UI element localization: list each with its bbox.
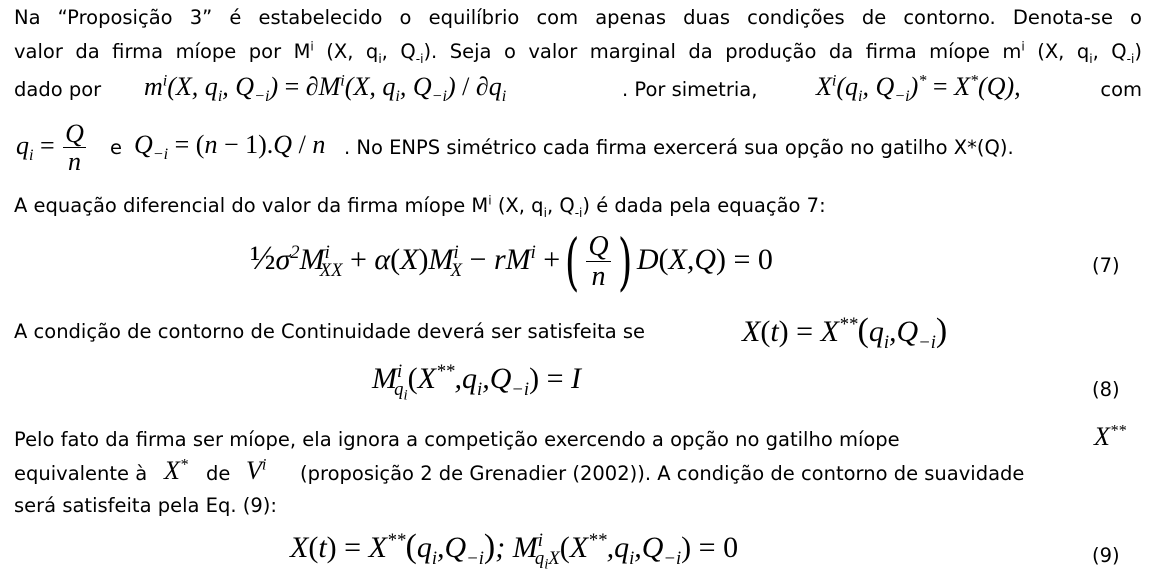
text-segment: Pelo fato da firma ser míope, ela ignora a competição exercendo a opção no gatilho míope [14,428,900,451]
text-segment: de [206,462,231,485]
paragraph1-line4 [14,118,1142,178]
subscript: i [1089,51,1093,66]
text-segment: será satisfeita pela Eq. (9): [14,494,277,517]
text-segment: dado por [14,78,102,101]
text-segment: . No ENPS simétrico cada firma exercerá sua opção no gatilho X*(Q). [344,136,1014,159]
text-segment: com [1100,78,1142,101]
text-segment: e [110,136,122,159]
text-segment: (X, q [1024,40,1090,63]
symmetry-formula: $X^i(q_i$, $Q_{-i})^* = X^*(Q)$, [816,72,1021,106]
text-segment: ). Seja o valor marginal da produção da firma míope m [423,40,1022,63]
subscript: i [378,51,382,66]
equation-7: $\frac{1}{2}\sigma^2M^i_{XX} + \alpha(X)M^i_X - rM^i$ +( $\frac{Q}{n}$ ) D(X,Q) = 0 [250,224,773,298]
subscript: -i [574,205,583,220]
text-segment: A condição de contorno de Continuidade deverá ser satisfeita se [14,320,646,343]
paragraph4-line1 [14,420,1142,460]
subscript: -i [415,51,424,66]
marginal-value-formula: $m^i(X$, $q_i$, $Q_{-i}) = \partial M^i(X$, $q_i$, $Q_{-i}) / \partial q_i$ [144,72,507,106]
paragraph1-line1 [14,6,1142,29]
text-segment: (proposição 2 de Grenadier (2002)). A condição de contorno de suavidade [300,462,1025,485]
paragraph1-line2 [14,39,1142,66]
equation-8: $M^i_{q_i}(X^{**},q_i,Q_{-i}) = I$ [372,361,582,404]
text-segment: . Por simetria, [622,78,758,101]
text-segment: (X, q [313,40,379,63]
subscript: -i [1126,51,1135,66]
text-segment: ) é dada pela equação 7: [582,194,826,217]
equation-7-number: (7) [1092,254,1120,277]
equation-9: $X(t) = X^{**}(q_i,Q_{-i})$; $M^i_{q_iX}(X^{**},q_i,Q_{-i}) = 0$ [290,528,739,573]
superscript: i [488,193,492,208]
paragraph1-line1-text: Na “Proposição 3” é estabelecido o equilíbrio com apenas duas condições de contorno. Denota-se o [14,6,1142,29]
paragraph4-line2 [14,458,1142,492]
equation-9-number: (9) [1092,544,1120,567]
superscript: i [310,39,314,54]
x-double-star-symbol: X** [1094,422,1126,451]
text-segment: , Q [546,194,575,217]
superscript: i [1021,39,1025,54]
text-segment: , Q [1092,40,1127,63]
text-segment: , Q [381,40,416,63]
subscript: i [543,205,547,220]
text-segment: valor da firma míope por M [14,40,311,63]
x-star-symbol: X* [164,456,188,485]
continuity-condition-formula: $X(t) = X^{**}(q_i,Q_{-i})$ [742,312,948,353]
paragraph3-line1 [14,314,1142,354]
text-segment: A equação diferencial do valor da firma míope M [14,194,489,217]
q-minus-i-formula: $Q_{-i} = (n - 1).Q / n$ [134,130,326,164]
v-i-symbol: $V^i$ [246,456,267,485]
text-segment: equivalente à [14,462,148,485]
equation-8-number: (8) [1092,378,1120,401]
paragraph4-line3 [14,494,277,517]
text-segment: (X, q [491,194,544,217]
text-segment: ) [1134,40,1142,63]
paragraph2-line1 [14,193,826,220]
qi-formula: $q_i$ = $\frac{Q}{n}$ [16,119,84,177]
